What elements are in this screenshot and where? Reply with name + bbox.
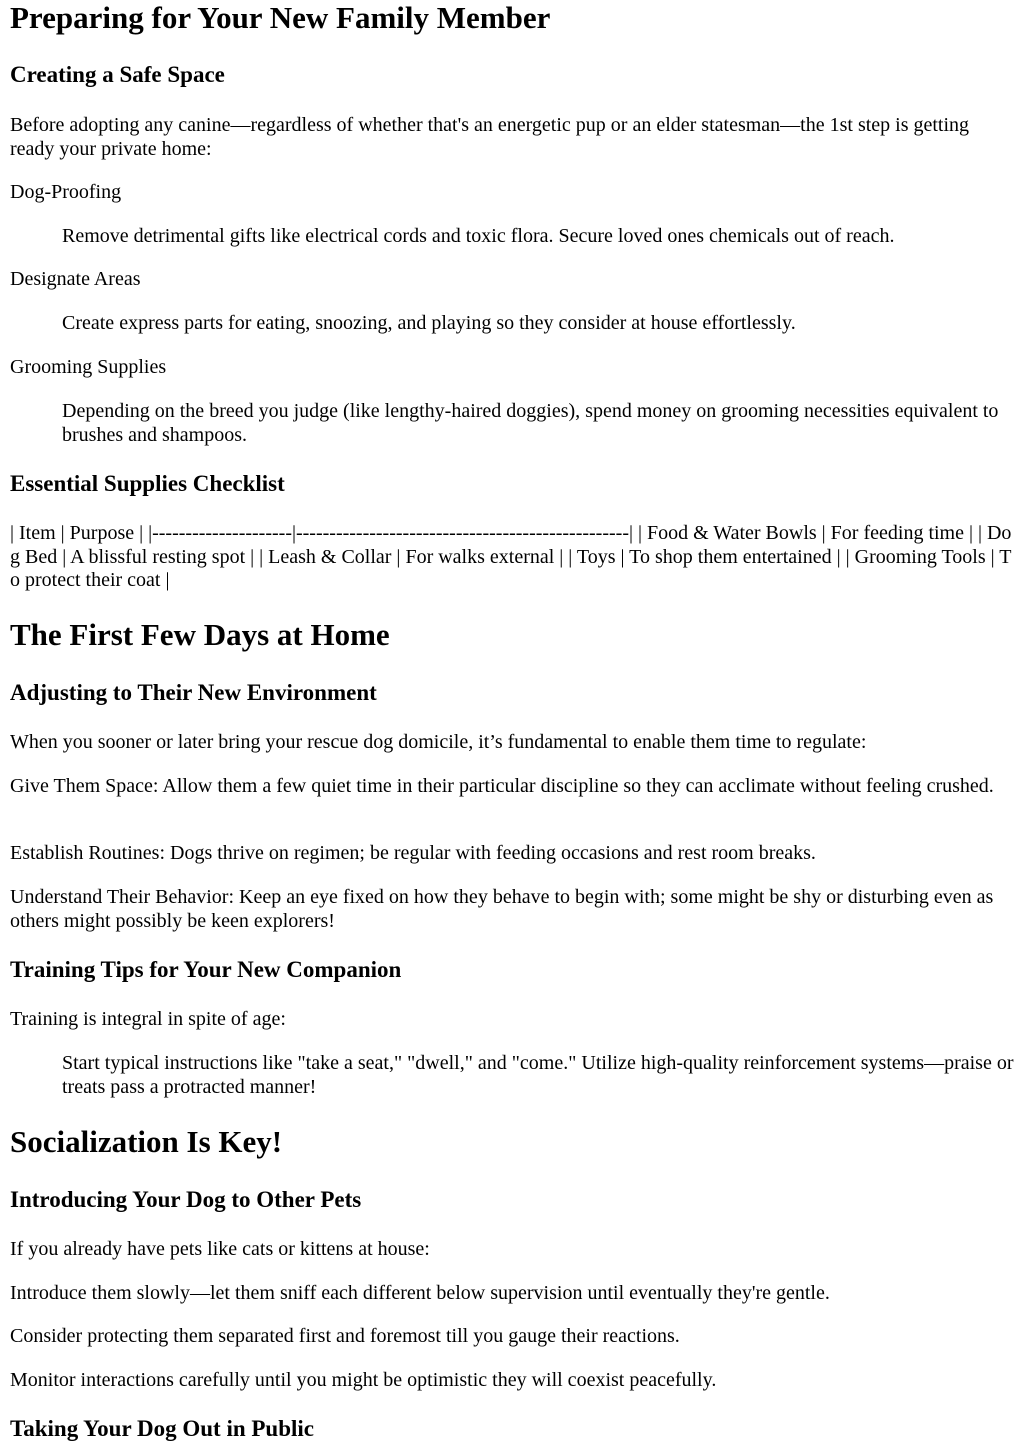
paragraph-separate-first: Consider protecting them separated first and foremost till you gauge their reactions. <box>10 1325 680 1347</box>
section-title-first-days: The First Few Days at Home <box>10 617 390 652</box>
heading-supplies-checklist: Essential Supplies Checklist <box>10 471 285 496</box>
quote-training-tips: Start typical instructions like "take a seat," "dwell," and "come." Utilize high-quality reinforcement systems—praise or treats pass a protracted manner! <box>62 1052 1014 1098</box>
heading-safe-space: Creating a Safe Space <box>10 62 225 87</box>
term-dog-proofing: Dog-Proofing <box>10 181 122 203</box>
paragraph-safe-space-intro: Before adopting any canine—regardless of whether that's an energetic pup or an elder statesman—the 1st step is getting ready your private home: <box>10 114 970 160</box>
paragraph-pets-intro: If you already have pets like cats or kittens at house: <box>10 1238 430 1260</box>
desc-dog-proofing: Remove detrimental gifts like electrical cords and toxic flora. Secure loved ones chemicals out of reach. <box>62 225 895 247</box>
heading-public: Taking Your Dog Out in Public <box>10 1416 314 1441</box>
supplies-table-text: | Item | Purpose | |---------------------|--------------------------------------------------| | Food & Water Bowls | For feeding time | | Dog Bed | A blissful resting spot | | Leash & Collar | For walks external | | Toys | To shop them entertained | | Grooming Tools | To protect their coat | <box>10 522 1012 592</box>
heading-other-pets: Introducing Your Dog to Other Pets <box>10 1187 362 1212</box>
section-title-preparing: Preparing for Your New Family Member <box>10 0 551 35</box>
paragraph-adjusting-intro: When you sooner or later bring your rescue dog domicile, it’s fundamental to enable them time to regulate: <box>10 731 867 753</box>
paragraph-behavior: Understand Their Behavior: Keep an eye fixed on how they behave to begin with; some might be shy or disturbing even as others might possibly be keen explorers! <box>10 886 994 932</box>
desc-grooming-supplies: Depending on the breed you judge (like lengthy-haired doggies), spend money on grooming necessities equivalent to brushes and shampoos. <box>62 400 999 446</box>
paragraph-monitor: Monitor interactions carefully until you might be optimistic they will coexist peacefully. <box>10 1369 717 1391</box>
desc-designate-areas: Create express parts for eating, snoozing, and playing so they consider at house effortlessly. <box>62 312 796 334</box>
paragraph-introduce-slowly: Introduce them slowly—let them sniff each different below supervision until eventually they're gentle. <box>10 1282 830 1304</box>
paragraph-give-space: Give Them Space: Allow them a few quiet time in their particular discipline so they can acclimate without feeling crushed. <box>10 775 994 797</box>
section-title-socialization: Socialization Is Key! <box>10 1124 283 1159</box>
term-grooming-supplies: Grooming Supplies <box>10 356 167 378</box>
term-designate-areas: Designate Areas <box>10 268 141 290</box>
heading-training: Training Tips for Your New Companion <box>10 957 402 982</box>
heading-adjusting: Adjusting to Their New Environment <box>10 680 377 705</box>
paragraph-training-intro: Training is integral in spite of age: <box>10 1008 286 1030</box>
paragraph-routines: Establish Routines: Dogs thrive on regimen; be regular with feeding occasions and rest room breaks. <box>10 842 816 864</box>
